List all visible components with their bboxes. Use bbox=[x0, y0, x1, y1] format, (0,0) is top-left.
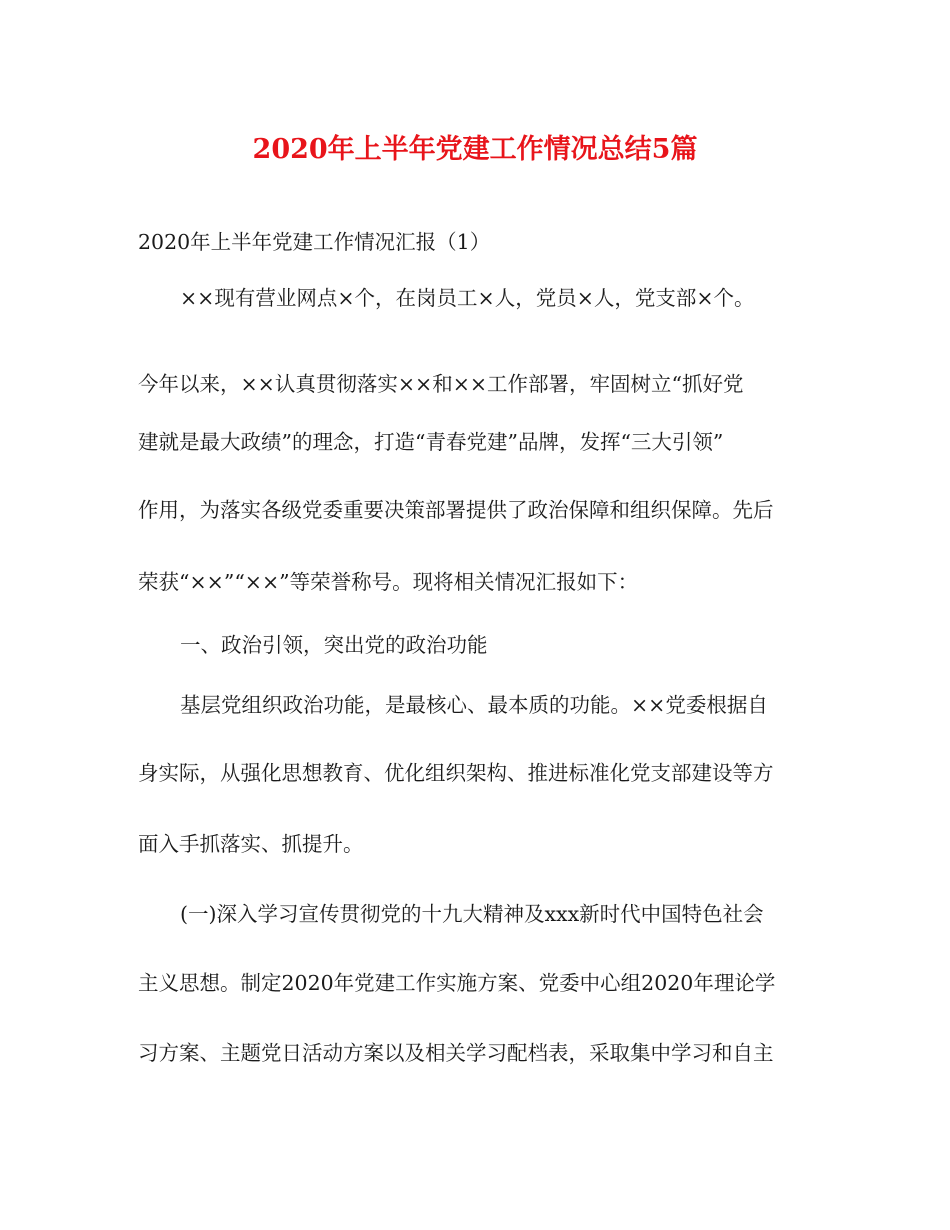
document-title: 2020年上半年党建工作情况总结5篇 bbox=[252, 134, 698, 165]
paragraph-line: 今年以来，××认真贯彻落实××和××工作部署，牢固树立“抓好党 bbox=[138, 372, 744, 396]
paragraph-line: 主义思想。制定2020年党建工作实施方案、党委中心组2020年理论学 bbox=[138, 971, 776, 995]
paragraph-line: 作用，为落实各级党委重要决策部署提供了政治保障和组织保障。先后 bbox=[138, 498, 774, 522]
paragraph-line: (一)深入学习宣传贯彻党的十九大精神及xxx新时代中国特色社会 bbox=[180, 902, 764, 926]
paragraph-line: ××现有营业网点×个，在岗员工×人，党员×人，党支部×个。 bbox=[180, 286, 755, 310]
paragraph-line: 习方案、主题党日活动方案以及相关学习配档表，采取集中学习和自主 bbox=[138, 1041, 774, 1065]
paragraph-line: 面入手抓落实、抓提升。 bbox=[138, 832, 364, 856]
paragraph-line: 基层党组织政治功能，是最核心、最本质的功能。××党委根据自 bbox=[180, 693, 768, 717]
section-subheading: 一、政治引领，突出党的政治功能 bbox=[180, 633, 488, 657]
paragraph-line: 身实际，从强化思想教育、优化组织架构、推进标准化党支部建设等方 bbox=[138, 761, 774, 785]
paragraph-line: 建就是最大政绩”的理念，打造“青春党建”品牌，发挥“三大引领” bbox=[138, 430, 724, 454]
paragraph-line: 荣获“××”“××”等荣誉称号。现将相关情况汇报如下： bbox=[138, 570, 639, 594]
section-heading: 2020年上半年党建工作情况汇报（1） bbox=[138, 230, 491, 254]
